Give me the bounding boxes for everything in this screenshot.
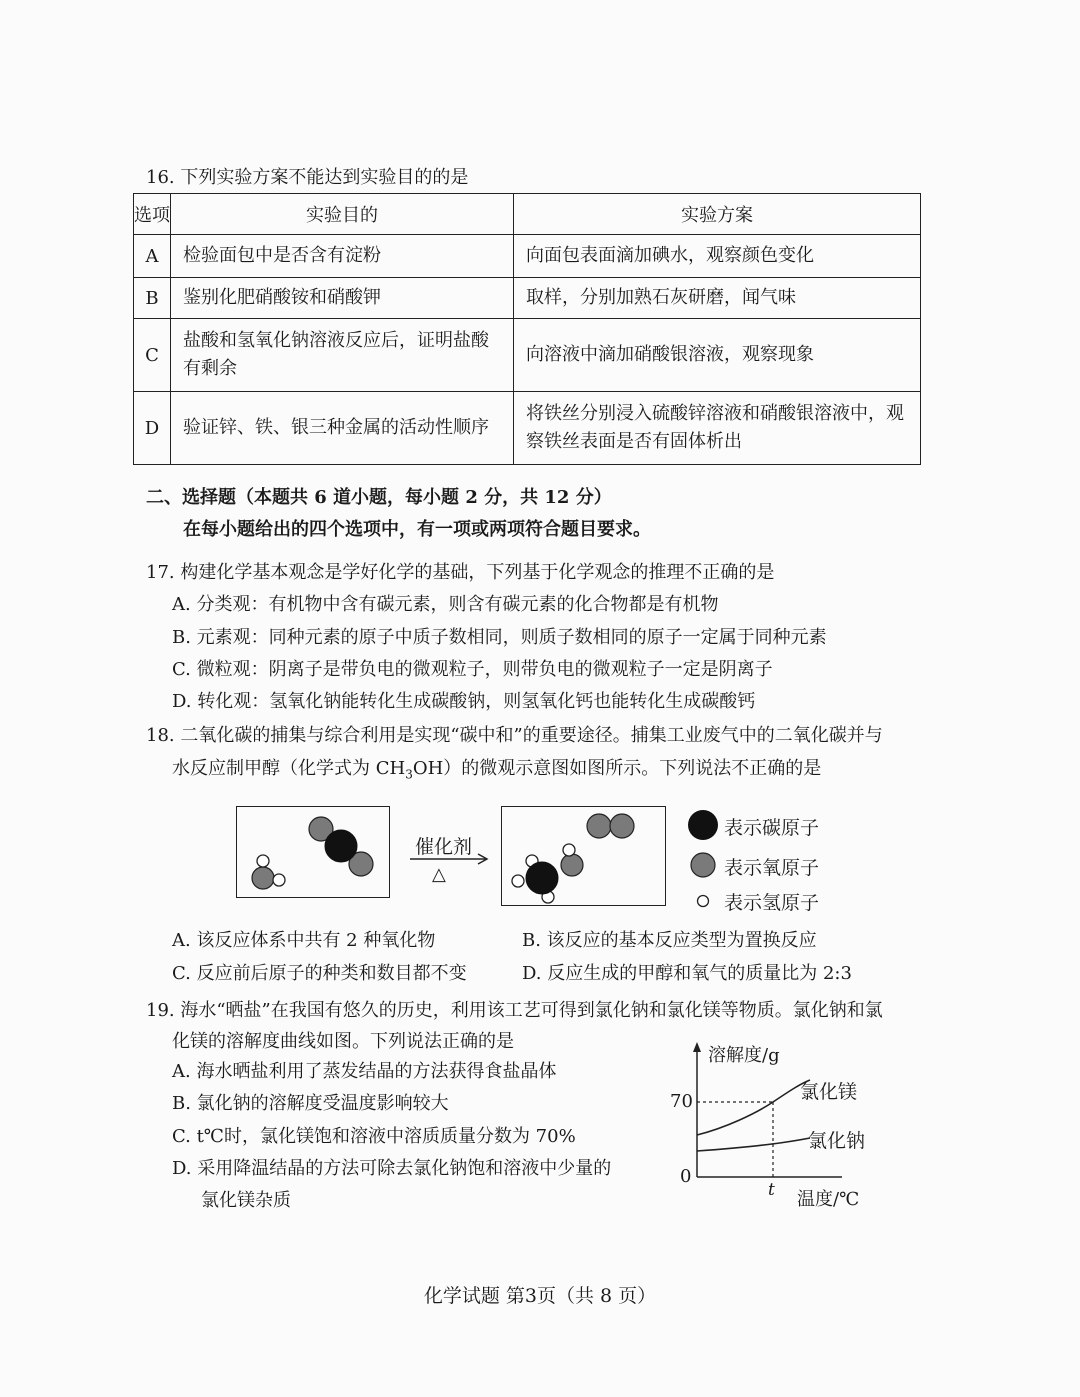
row-purpose: 检验面包中是否含有淀粉: [171, 235, 514, 278]
legend-icons: [686, 808, 722, 912]
q19-option-a: A. 海水晒盐利用了蒸发结晶的方法获得食盐晶体: [172, 1061, 557, 1082]
row-plan: 向溶液中滴加硝酸银溶液，观察现象: [514, 319, 921, 392]
page-footer: 化学试题 第3页（共 8 页）: [423, 1285, 657, 1307]
legend-hydrogen: 表示氢原子: [724, 892, 820, 914]
table-header-purpose: 实验目的: [171, 194, 514, 235]
hydrogen-atom-icon: [698, 896, 709, 907]
curve-magnesium-chloride: [697, 1080, 810, 1135]
q19-stem-line2: 化镁的溶解度曲线如图。下列说法正确的是: [172, 1031, 514, 1052]
methanol-molecule-icon: [512, 844, 583, 903]
row-option: A: [134, 235, 171, 278]
section2-instruction: 在每小题给出的四个选项中，有一项或两项符合题目要求。: [183, 519, 651, 540]
row-plan: 取样，分别加熟石灰研磨，闻气味: [514, 278, 921, 319]
reactants-box: [236, 806, 390, 898]
graph-xlabel: 温度/℃: [797, 1189, 860, 1210]
carbon-atom-icon: [688, 810, 718, 840]
graph-tick-t: t: [768, 1180, 775, 1200]
h2o-molecule-icon: [252, 855, 285, 889]
q16-stem: 16. 下列实验方案不能达到实验目的的是: [146, 167, 469, 188]
curve-sodium-chloride: [697, 1138, 810, 1151]
table-header-row: [134, 194, 921, 235]
catalyst-label: 催化剂: [415, 836, 473, 858]
row-purpose: 盐酸和氢氧化钠溶液反应后，证明盐酸有剩余: [171, 319, 514, 392]
graph-ylabel: 溶解度/g: [708, 1045, 780, 1066]
table-row: [134, 278, 921, 319]
q18-subscript: 3: [405, 767, 413, 782]
co2-molecule-icon: [309, 817, 373, 876]
row-option: B: [134, 278, 171, 319]
row-plan: 将铁丝分别浸入硫酸锌溶液和硝酸银溶液中，观察铁丝表面是否有固体析出: [514, 392, 921, 465]
table-row: [134, 319, 921, 392]
q18-stem-line2: [172, 757, 821, 787]
q16-table: [133, 193, 921, 465]
q18-option-d: D. 反应生成的甲醇和氧气的质量比为 2:3: [522, 963, 852, 984]
q18-option-b: B. 该反应的基本反应类型为置换反应: [522, 930, 817, 951]
row-purpose: 验证锌、铁、银三种金属的活动性顺序: [171, 392, 514, 465]
reactants-molecules: [237, 807, 389, 897]
q19-option-d-cont: 氯化镁杂质: [201, 1190, 291, 1211]
legend-oxygen: 表示氧原子: [724, 857, 820, 879]
q19-option-d: D. 采用降温结晶的方法可除去氯化钠饱和溶液中少量的: [172, 1158, 612, 1179]
q18-stem-line1: 18. 二氧化碳的捕集与综合利用是实现“碳中和”的重要途径。捕集工业废气中的二氧化碳并与: [146, 725, 883, 746]
row-purpose: 鉴别化肥硝酸铵和硝酸钾: [171, 278, 514, 319]
y-axis-arrow-icon: [693, 1042, 701, 1052]
reaction-arrow-icon: [408, 852, 492, 866]
label-magnesium-chloride: 氯化镁: [800, 1081, 858, 1103]
q17-option-c: C. 微粒观：阴离子是带负电的微观粒子，则带负电的微观粒子一定是阴离子: [172, 659, 773, 680]
q17-option-b: B. 元素观：同种元素的原子中质子数相同，则质子数相同的原子一定属于同种元素: [172, 627, 827, 648]
row-plan: 向面包表面滴加碘水，观察颜色变化: [514, 235, 921, 278]
q17-option-a: A. 分类观：有机物中含有碳元素，则含有碳元素的化合物都是有机物: [172, 594, 719, 615]
table-row: [134, 235, 921, 278]
o2-molecule-icon: [587, 814, 634, 838]
products-box: [501, 806, 666, 906]
q19-stem-line1: 19. 海水“晒盐”在我国有悠久的历史，利用该工艺可得到氯化钠和氯化镁等物质。氯化钠和氯: [146, 1000, 883, 1021]
products-molecules: [502, 807, 665, 905]
graph-origin: 0: [680, 1166, 692, 1187]
table-header-option: 选项: [134, 194, 171, 235]
oxygen-atom-icon: [691, 853, 715, 877]
graph-tick-70: 70: [670, 1091, 693, 1112]
q18-stem-line2-b: OH）的微观示意图如图所示。下列说法不正确的是: [412, 758, 822, 779]
row-option: D: [134, 392, 171, 465]
q19-option-b: B. 氯化钠的溶解度受温度影响较大: [172, 1093, 449, 1114]
legend-carbon: 表示碳原子: [724, 817, 820, 839]
q19-option-c: C. t℃时，氯化镁饱和溶液中溶质质量分数为 70%: [172, 1126, 576, 1147]
table-header-plan: 实验方案: [514, 194, 921, 235]
q18-option-c: C. 反应前后原子的种类和数目都不变: [172, 963, 467, 984]
q18-option-a: A. 该反应体系中共有 2 种氧化物: [172, 930, 436, 951]
q18-stem-line2-a: 水反应制甲醇（化学式为 CH: [172, 758, 406, 779]
table-row: [134, 392, 921, 465]
heat-symbol: △: [432, 864, 446, 885]
q17-stem: 17. 构建化学基本观念是学好化学的基础，下列基于化学观念的推理不正确的是: [146, 562, 775, 583]
q17-option-d: D. 转化观：氢氧化钠能转化生成碳酸钠，则氢氧化钙也能转化生成碳酸钙: [172, 691, 756, 712]
row-option: C: [134, 319, 171, 392]
section2-title: 二、选择题（本题共 6 道小题，每小题 2 分，共 12 分）: [146, 487, 612, 508]
label-sodium-chloride: 氯化钠: [808, 1130, 866, 1152]
